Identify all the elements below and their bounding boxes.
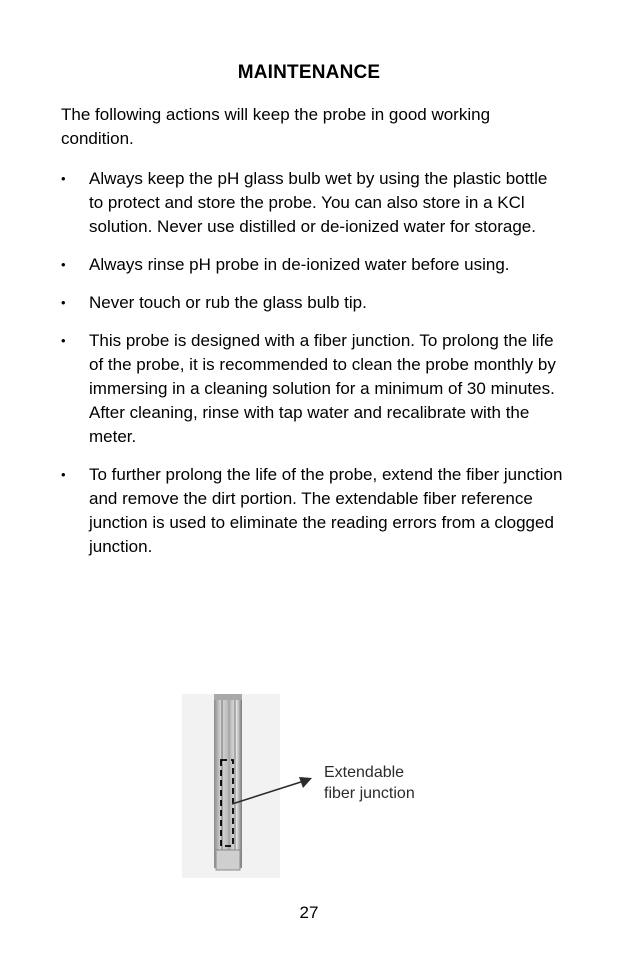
maintenance-list [61, 167, 566, 573]
list-item [61, 253, 566, 277]
list-item-text: This probe is designed with a fiber junction. To prolong the life of the probe, it is recommended to clean the probe monthly by immersing in a cleaning solution for a minimum of 30 minutes. After cleaning, rinse with tap water and recalibrate with the meter. [89, 331, 556, 446]
bullet-icon: • [61, 171, 66, 186]
callout-label-line1: Extendable [324, 764, 405, 781]
probe-figure [182, 694, 442, 880]
bullet-icon: • [61, 333, 66, 348]
list-item-text: Always rinse pH probe in de-ionized water before using. [89, 255, 510, 274]
callout-label-line2: fiber junction [324, 785, 415, 802]
list-item [61, 463, 566, 559]
callout-label [324, 762, 415, 804]
page-number: 27 [299, 903, 319, 922]
bullet-icon: • [61, 295, 66, 310]
bullet-icon: • [61, 257, 66, 272]
page-title: MAINTENANCE [237, 62, 381, 83]
bullet-icon: • [61, 467, 66, 482]
list-item [61, 291, 566, 315]
list-item [61, 329, 566, 449]
list-item-text: Always keep the pH glass bulb wet by using the plastic bottle to protect and store the probe. You can also store in a KCl solution. Never use distilled or de-ionized water for storage. [89, 169, 548, 236]
list-item-text: To further prolong the life of the probe, extend the fiber junction and remove the dirt portion. The extendable fiber reference junction is used to eliminate the reading errors from a clogged junction. [89, 465, 563, 556]
list-item [61, 167, 566, 239]
intro-text: The following actions will keep the probe in good working condition. [61, 105, 491, 148]
list-item-text: Never touch or rub the glass bulb tip. [89, 293, 367, 312]
